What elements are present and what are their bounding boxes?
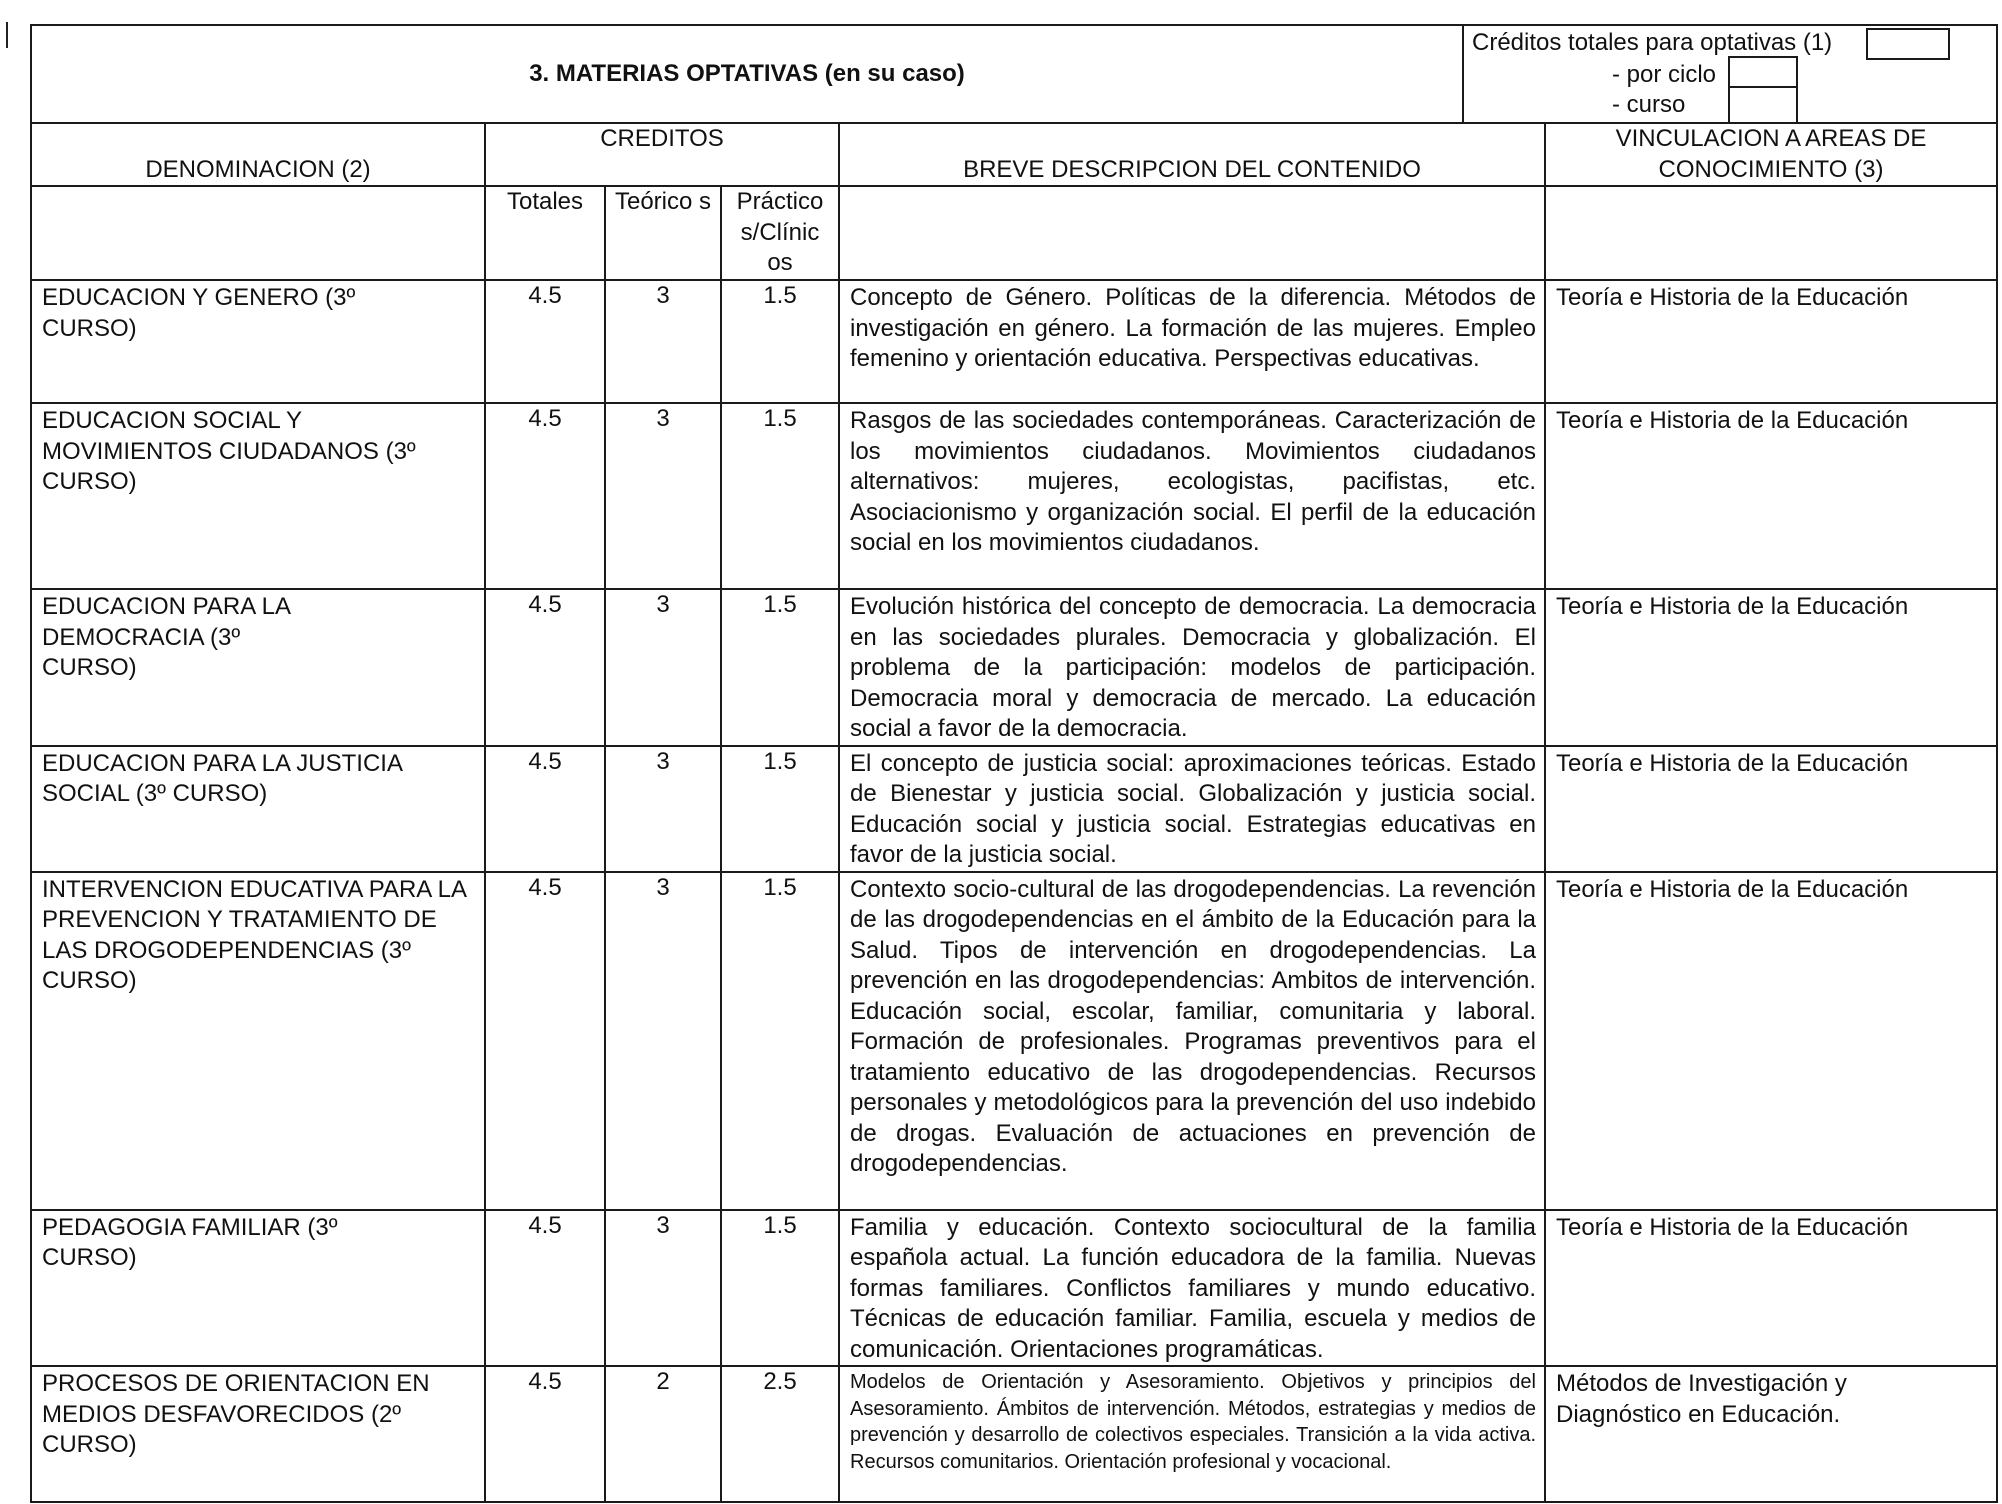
row-teoricos: 3	[605, 872, 721, 1210]
curso-box[interactable]	[1728, 86, 1798, 124]
row-descripcion: Evolución histórica del concepto de democracia. La democracia en las sociedades plurales. Democracia y globalización. El problema de la participación: modelos de participación. Democracia moral y democracia de mercado. La educación social a favor de la democracia.	[839, 589, 1545, 746]
table-row	[31, 589, 1997, 746]
row-denominacion: EDUCACION Y GENERO (3º CURSO)	[31, 280, 485, 403]
row-descripcion: Modelos de Orientación y Asesoramiento. Objetivos y principios del Asesoramiento. Ámbitos de intervención. Métodos, estrategias y medios de prevención y desarrollo de colectivos especiales. Transición a la vida activa. Recursos comunitarios. Orientación profesional y vocacional.	[839, 1366, 1545, 1502]
row-denominacion: INTERVENCION EDUCATIVA PARA LA PREVENCION Y TRATAMIENTO DE LAS DROGODEPENDENCIAS (3º CURSO)	[31, 872, 485, 1210]
row-vinculacion: Teoría e Historia de la Educación	[1545, 280, 1997, 403]
table-row	[31, 746, 1997, 872]
row-teoricos: 3	[605, 746, 721, 872]
row-practicos: 1.5	[721, 872, 839, 1210]
col-denominacion: DENOMINACION (2)	[31, 123, 485, 186]
row-totales: 4.5	[485, 1366, 605, 1502]
row-teoricos: 3	[605, 280, 721, 403]
row-denominacion: EDUCACION PARA LA DEMOCRACIA (3º CURSO)	[31, 589, 485, 746]
row-totales: 4.5	[485, 746, 605, 872]
row-descripcion: Rasgos de las sociedades contemporáneas. Caracterización de los movimientos ciudadanos. Movimientos ciudadanos alternativos: mujeres, ecologistas, pacifistas, etc. Asociacionismo y organización social. El perfil de la educación social en los movimientos ciudadanos.	[839, 403, 1545, 589]
col-vinculacion: VINCULACION A AREAS DE CONOCIMIENTO (3)	[1545, 123, 1997, 186]
row-practicos: 2.5	[721, 1366, 839, 1502]
por-ciclo-label: - por ciclo	[1612, 61, 1717, 88]
row-practicos: 1.5	[721, 1210, 839, 1367]
row-totales: 4.5	[485, 589, 605, 746]
col-practicos: Práctico s/Clínic os	[721, 186, 839, 280]
row-teoricos: 3	[605, 403, 721, 589]
credits-summary	[1463, 25, 1997, 123]
row-vinculacion: Teoría e Historia de la Educación	[1545, 746, 1997, 872]
row-teoricos: 3	[605, 1210, 721, 1367]
margin-mark	[6, 22, 8, 48]
row-practicos: 1.5	[721, 746, 839, 872]
row-denominacion: PEDAGOGIA FAMILIAR (3º CURSO)	[31, 1210, 485, 1367]
row-practicos: 1.5	[721, 589, 839, 746]
row-teoricos: 3	[605, 589, 721, 746]
creditos-totales-box[interactable]	[1866, 28, 1950, 60]
optativas-table	[30, 122, 1998, 1503]
row-totales: 4.5	[485, 403, 605, 589]
row-denominacion: PROCESOS DE ORIENTACION EN MEDIOS DESFAVORECIDOS (2º CURSO)	[31, 1366, 485, 1502]
row-practicos: 1.5	[721, 280, 839, 403]
row-denominacion: EDUCACION PARA LA JUSTICIA SOCIAL (3º CURSO)	[31, 746, 485, 872]
subheader-blank	[839, 186, 1545, 280]
row-vinculacion: Métodos de Investigación y Diagnóstico en Educación.	[1545, 1366, 1997, 1502]
table-row	[31, 403, 1997, 589]
row-vinculacion: Teoría e Historia de la Educación	[1545, 872, 1997, 1210]
row-denominacion: EDUCACION SOCIAL Y MOVIMIENTOS CIUDADANOS (3º CURSO)	[31, 403, 485, 589]
creditos-totales-label: Créditos totales para optativas (1)	[1472, 29, 1833, 56]
header-table	[30, 24, 1998, 124]
row-descripcion: El concepto de justicia social: aproximaciones teóricas. Estado de Bienestar y justicia social. Globalización y justicia social. Educación social y justicia social. Estrategias educativas en favor de la justicia social.	[839, 746, 1545, 872]
row-practicos: 1.5	[721, 403, 839, 589]
row-descripcion: Familia y educación. Contexto sociocultural de la familia española actual. La función educadora de la familia. Nuevas formas familiares. Conflictos familiares y mundo educativo. Técnicas de educación familiar. Familia, escuela y medios de comunicación. Orientaciones programáticas.	[839, 1210, 1545, 1367]
row-totales: 4.5	[485, 1210, 605, 1367]
col-teoricos: Teórico s	[605, 186, 721, 280]
row-vinculacion: Teoría e Historia de la Educación	[1545, 1210, 1997, 1367]
row-descripcion: Concepto de Género. Políticas de la diferencia. Métodos de investigación en género. La formación de las mujeres. Empleo femenino y orientación educativa. Perspectivas educativas.	[839, 280, 1545, 403]
row-teoricos: 2	[605, 1366, 721, 1502]
table-row	[31, 1210, 1997, 1367]
col-creditos: CREDITOS	[485, 123, 839, 186]
col-totales: Totales	[485, 186, 605, 280]
subheader-blank	[31, 186, 485, 280]
table-row	[31, 872, 1997, 1210]
table-row	[31, 1366, 1997, 1502]
row-vinculacion: Teoría e Historia de la Educación	[1545, 403, 1997, 589]
row-vinculacion: Teoría e Historia de la Educación	[1545, 589, 1997, 746]
table-row	[31, 280, 1997, 403]
curso-label: - curso	[1612, 91, 1686, 118]
section-title: 3. MATERIAS OPTATIVAS (en su caso)	[31, 25, 1463, 123]
row-totales: 4.5	[485, 280, 605, 403]
subheader-blank	[1545, 186, 1997, 280]
row-totales: 4.5	[485, 872, 605, 1210]
row-descripcion: Contexto socio-cultural de las drogodependencias. La revención de las drogodependencias en el ámbito de la Educación para la Salud. Tipos de intervención en drogodependencias. La prevención en las drogodependencias: Ambitos de intervención. Educación social, escolar, familiar, comunitaria y laboral. Formación de profesionales. Programas preventivos para el tratamiento educativo de las drogodependencias. Recursos personales y metodológicos para la prevención del uso indebido de drogas. Evaluación de actuaciones en prevención de drogodependencias.	[839, 872, 1545, 1210]
col-descripcion: BREVE DESCRIPCION DEL CONTENIDO	[839, 123, 1545, 186]
